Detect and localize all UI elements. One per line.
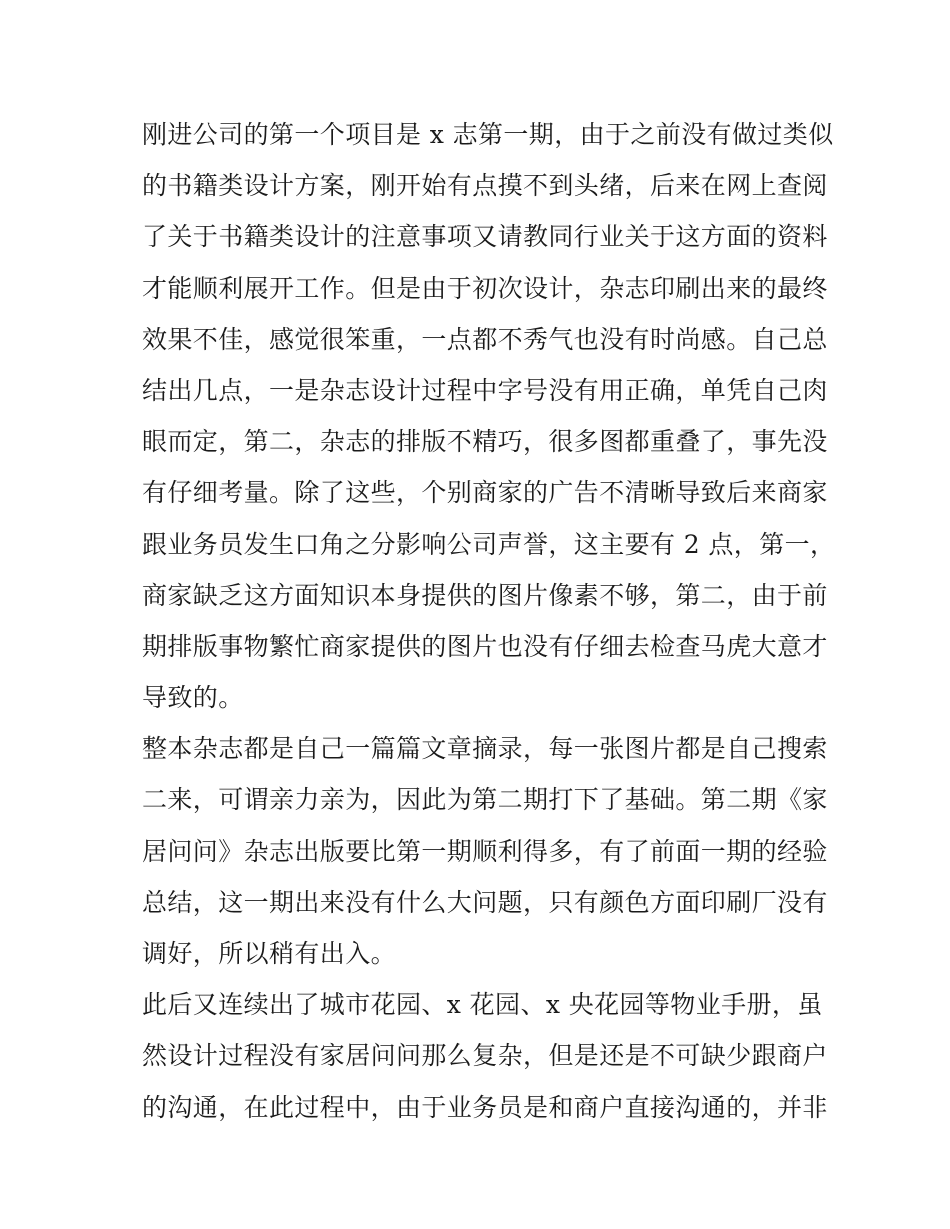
paragraph-3: [142, 979, 828, 1133]
text-line: 结出几点，一是杂志设计过程中字号没有用正确，单凭自己肉: [142, 375, 828, 405]
text-line: 然设计过程没有家居问问那么复杂，但是还是不可缺少跟商户: [142, 1041, 828, 1071]
text-line: 整本杂志都是自己一篇篇文章摘录，每一张图片都是自己搜索: [142, 734, 828, 764]
text-line: 眼而定，第二，杂志的排版不精巧，很多图都重叠了，事先没: [142, 427, 828, 457]
body-text: [142, 109, 836, 1133]
paragraph-1: [142, 109, 836, 723]
text-line: 期排版事物繁忙商家提供的图片也没有仔细去检查马虎大意才: [142, 631, 828, 661]
text-line: 商家缺乏这方面知识本身提供的图片像素不够，第二，由于前: [142, 580, 828, 610]
text-line: 的书籍类设计方案，刚开始有点摸不到头绪，后来在网上查阅: [142, 171, 828, 201]
text-line: 跟业务员发生口角之分影响公司声誉，这主要有 2 点，第一，: [142, 529, 836, 559]
paragraph-2: [142, 723, 828, 979]
text-line: 此后又连续出了城市花园、x 花园、x 央花园等物业手册，虽: [142, 990, 823, 1020]
text-line: 调好，所以稍有出入。: [142, 939, 397, 968]
text-line: 导致的。: [142, 683, 244, 713]
text-line: 刚进公司的第一个项目是 x 志第一期，由于之前没有做过类似: [142, 120, 834, 149]
text-line: 的沟通，在此过程中，由于业务员是和商户直接沟通的，并非: [142, 1092, 828, 1122]
text-line: 有仔细考量。除了这些，个别商家的广告不清晰导致后来商家: [142, 478, 828, 508]
text-line: 才能顺利展开工作。但是由于初次设计，杂志印刷出来的最终: [142, 273, 828, 303]
text-line: 效果不佳，感觉很笨重，一点都不秀气也没有时尚感。自己总: [142, 324, 828, 354]
text-line: 了关于书籍类设计的注意事项又请教同行业关于这方面的资料: [142, 222, 828, 252]
text-line: 二来，可谓亲力亲为，因此为第二期打下了基础。第二期《家: [142, 785, 828, 815]
text-line: 总结，这一期出来没有什么大问题，只有颜色方面印刷厂没有: [142, 887, 828, 917]
text-line: 居问问》杂志出版要比第一期顺利得多，有了前面一期的经验: [142, 836, 828, 866]
